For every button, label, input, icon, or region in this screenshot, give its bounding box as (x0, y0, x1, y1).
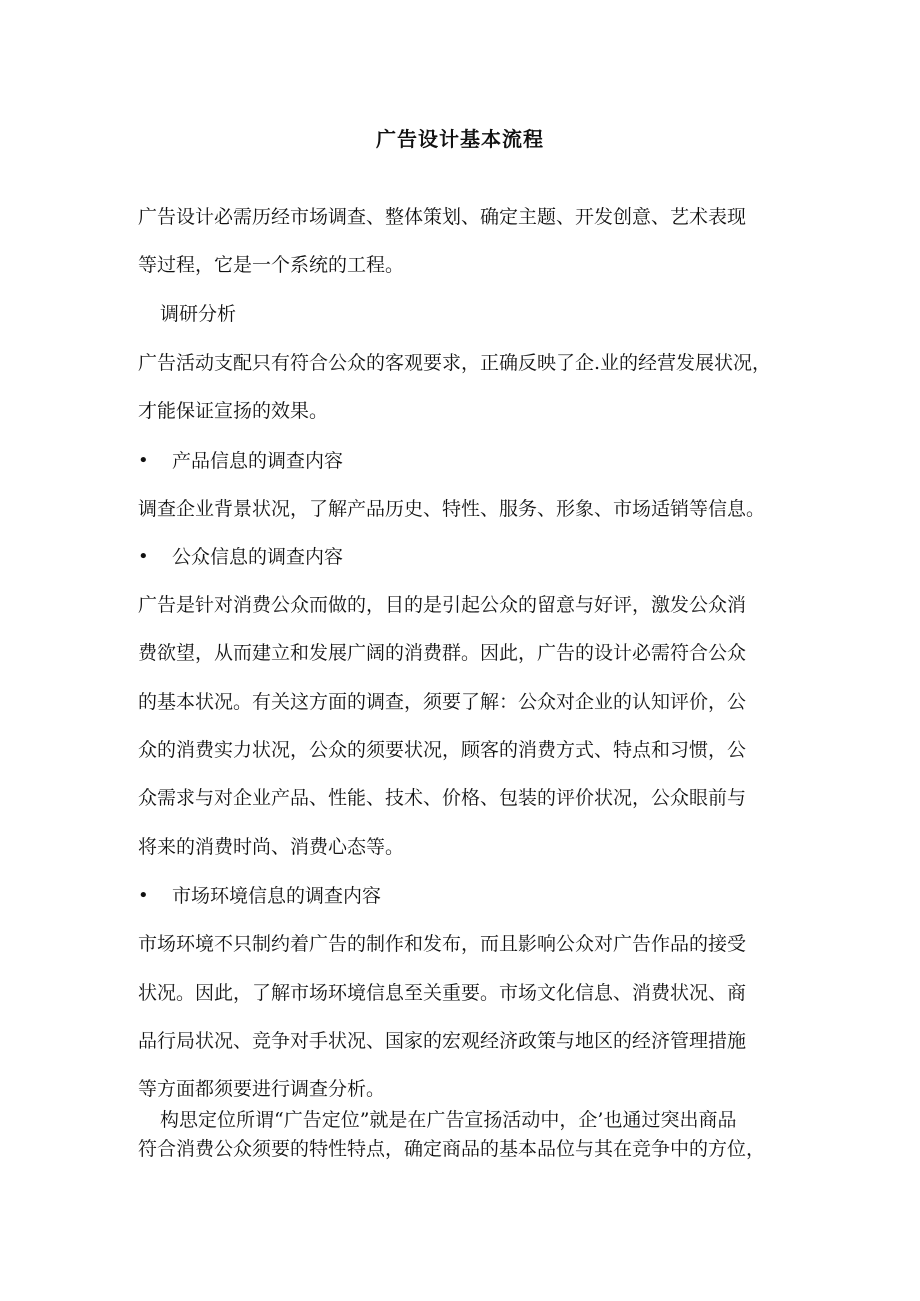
bullet-2-line-1: 广告是针对消费公众而做的，目的是引起公众的留意与好评，激发公众消 (138, 594, 747, 616)
bullet-3-line-4: 等方面都须要进行调查分析。 (138, 1078, 386, 1100)
bullet-dot-1: • (138, 450, 149, 471)
bullet-3-line-1: 市场环境不只制约着广告的制作和发布，而且影响公众对广告作品的接受 (138, 933, 747, 955)
bullet-3-line-3: 品行局状况、竞争对手状况、国家的宏观经济政策与地区的经济管理措施 (138, 1030, 747, 1052)
bullet-label-2: 公众信息的调查内容 (172, 546, 344, 568)
closing-line-2: 符合消费公众须要的特性特点，确定商品的基本品位与其在竞争中的方位， (138, 1138, 766, 1160)
bullet-dot-3: • (138, 885, 149, 906)
bullet-2-line-5: 众需求与对企业产品、性能、技术、价格、包装的评价状况，公众眼前与 (138, 787, 747, 809)
bullet-label-3: 市场环境信息的调查内容 (172, 885, 382, 907)
bullet-2-line-4: 众的消费实力状况，公众的须要状况，顾客的消费方式、特点和习惯，公 (138, 739, 747, 761)
section-heading: 调研分析 (160, 303, 237, 325)
bullet-1-line-1: 调查企业背景状况，了解产品历史、特性、服务、形象、市场适销等信息。 (138, 498, 766, 520)
bullet-2-line-3: 的基本状况。有关这方面的调查，须要了解：公众对企业的认知评价，公 (138, 691, 747, 713)
section-para-line-2: 才能保证宣扬的效果。 (138, 400, 329, 422)
bullet-2-line-6: 将来的消费时尚、消费心态等。 (138, 836, 405, 858)
bullet-3-line-2: 状况。因此，了解市场环境信息至关重要。市场文化信息、消费状况、商 (138, 982, 747, 1004)
intro-line-1: 广告设计必需历经市场调查、整体策划、确定主题、开发创意、艺术表现 (138, 206, 747, 228)
bullet-label-1: 产品信息的调查内容 (172, 450, 344, 472)
intro-line-2: 等过程，它是一个系统的工程。 (138, 254, 405, 276)
document-title: 广告设计基本流程 (376, 127, 544, 151)
bullet-2-line-2: 费欲望，从而建立和发展广阔的消费群。因此，广告的设计必需符合公众 (138, 642, 747, 664)
section-para-line-1: 广告活动支配只有符合公众的客观要求，正确反映了企.业的经营发展状况， (138, 352, 772, 374)
closing-line-1: 构思定位所谓“广告定位”就是在广告宣扬活动中，企’也通过突出商品 (160, 1109, 737, 1131)
bullet-dot-2: • (138, 546, 149, 567)
